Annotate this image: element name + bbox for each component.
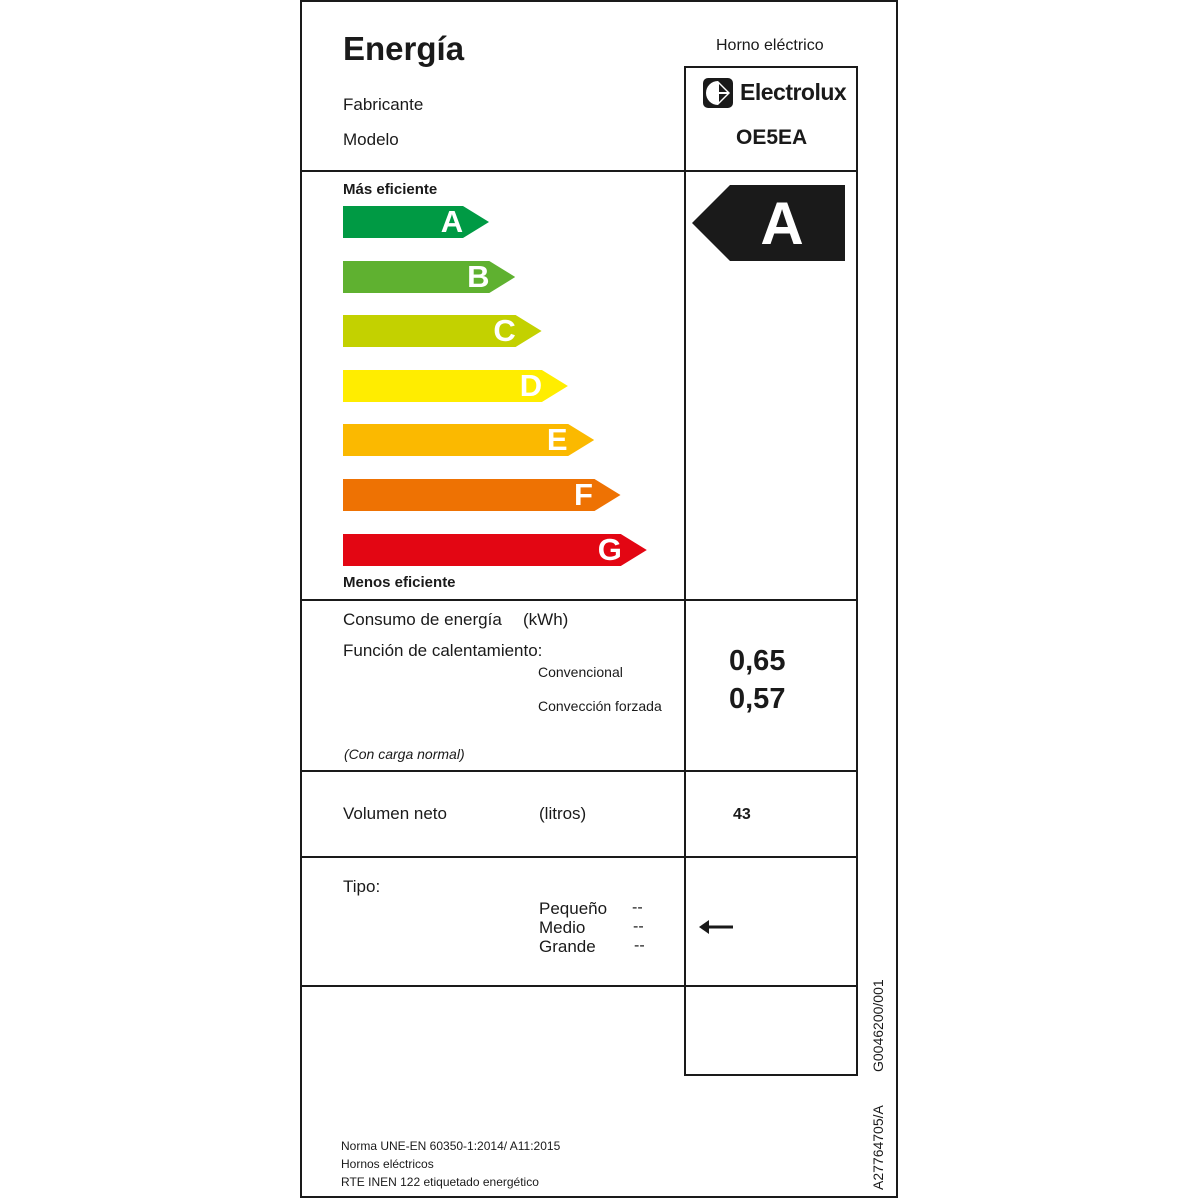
more-efficient-label: Más eficiente [343, 181, 438, 198]
efficiency-bar-letter: B [467, 258, 490, 294]
footer-regulation: RTE INEN 122 etiquetado energético [341, 1175, 539, 1189]
heating-function-label: Función de calentamiento: [343, 641, 543, 660]
appliance-type: Horno eléctrico [716, 37, 824, 54]
efficiency-bar-a [343, 206, 489, 238]
brand-logo [702, 77, 852, 111]
consumption-unit: (kWh) [523, 610, 569, 629]
efficiency-bar-f [343, 479, 621, 511]
efficiency-bar-letter: C [493, 313, 516, 349]
divider-volume [300, 856, 858, 858]
model-value: OE5EA [736, 126, 808, 149]
type-option-large: Grande [539, 937, 596, 956]
volume-value: 43 [733, 806, 751, 823]
efficiency-bar-letter: G [597, 531, 622, 567]
side-code-1: G0046200/001 [870, 979, 886, 1072]
efficiency-bar-e [343, 424, 594, 456]
efficiency-bar-d [343, 367, 568, 403]
divider-consumption [300, 770, 858, 772]
efficiency-bar-letter: F [574, 477, 593, 512]
type-label: Tipo: [343, 877, 381, 896]
model-label: Modelo [343, 130, 399, 149]
rating-indicator [692, 185, 845, 261]
manufacturer-label: Fabricante [343, 95, 424, 114]
divider-scale [300, 599, 858, 601]
less-efficient-label: Menos eficiente [343, 574, 456, 591]
forced-convection-value: 0,57 [729, 683, 786, 715]
brand-name: Electrolux [740, 79, 847, 105]
efficiency-bar-letter: A [440, 204, 464, 239]
side-code-2: A27764705/A [870, 1105, 886, 1190]
footer-norm: Norma UNE-EN 60350-1:2014/ A11:2015 [341, 1139, 561, 1153]
type-mark-large: -- [634, 937, 645, 954]
volume-label: Volumen neto [343, 804, 447, 823]
efficiency-bar-letter: E [546, 422, 568, 458]
footer-category: Hornos eléctricos [341, 1157, 434, 1171]
conventional-value: 0,65 [729, 645, 786, 677]
load-note: (Con carga normal) [344, 746, 465, 762]
efficiency-bar-letter: D [519, 367, 543, 403]
type-option-medium: Medio [539, 918, 586, 937]
type-mark-small: -- [632, 899, 643, 916]
conventional-label: Convencional [538, 664, 623, 680]
forced-convection-label: Convección forzada [538, 698, 662, 714]
arrow-left-icon [699, 919, 735, 935]
efficiency-bar-g [343, 531, 647, 567]
divider-type [300, 985, 858, 987]
type-mark-medium: -- [633, 918, 644, 935]
electrolux-logo-icon [702, 77, 734, 109]
page-title: Energía [343, 30, 465, 67]
efficiency-bar-b [343, 258, 515, 294]
type-option-small: Pequeño [539, 899, 608, 918]
efficiency-bar-c [343, 315, 542, 347]
consumption-label: Consumo de energía [343, 610, 502, 629]
rating-letter: A [760, 190, 804, 257]
divider-header [300, 170, 858, 172]
volume-unit: (litros) [539, 804, 587, 823]
